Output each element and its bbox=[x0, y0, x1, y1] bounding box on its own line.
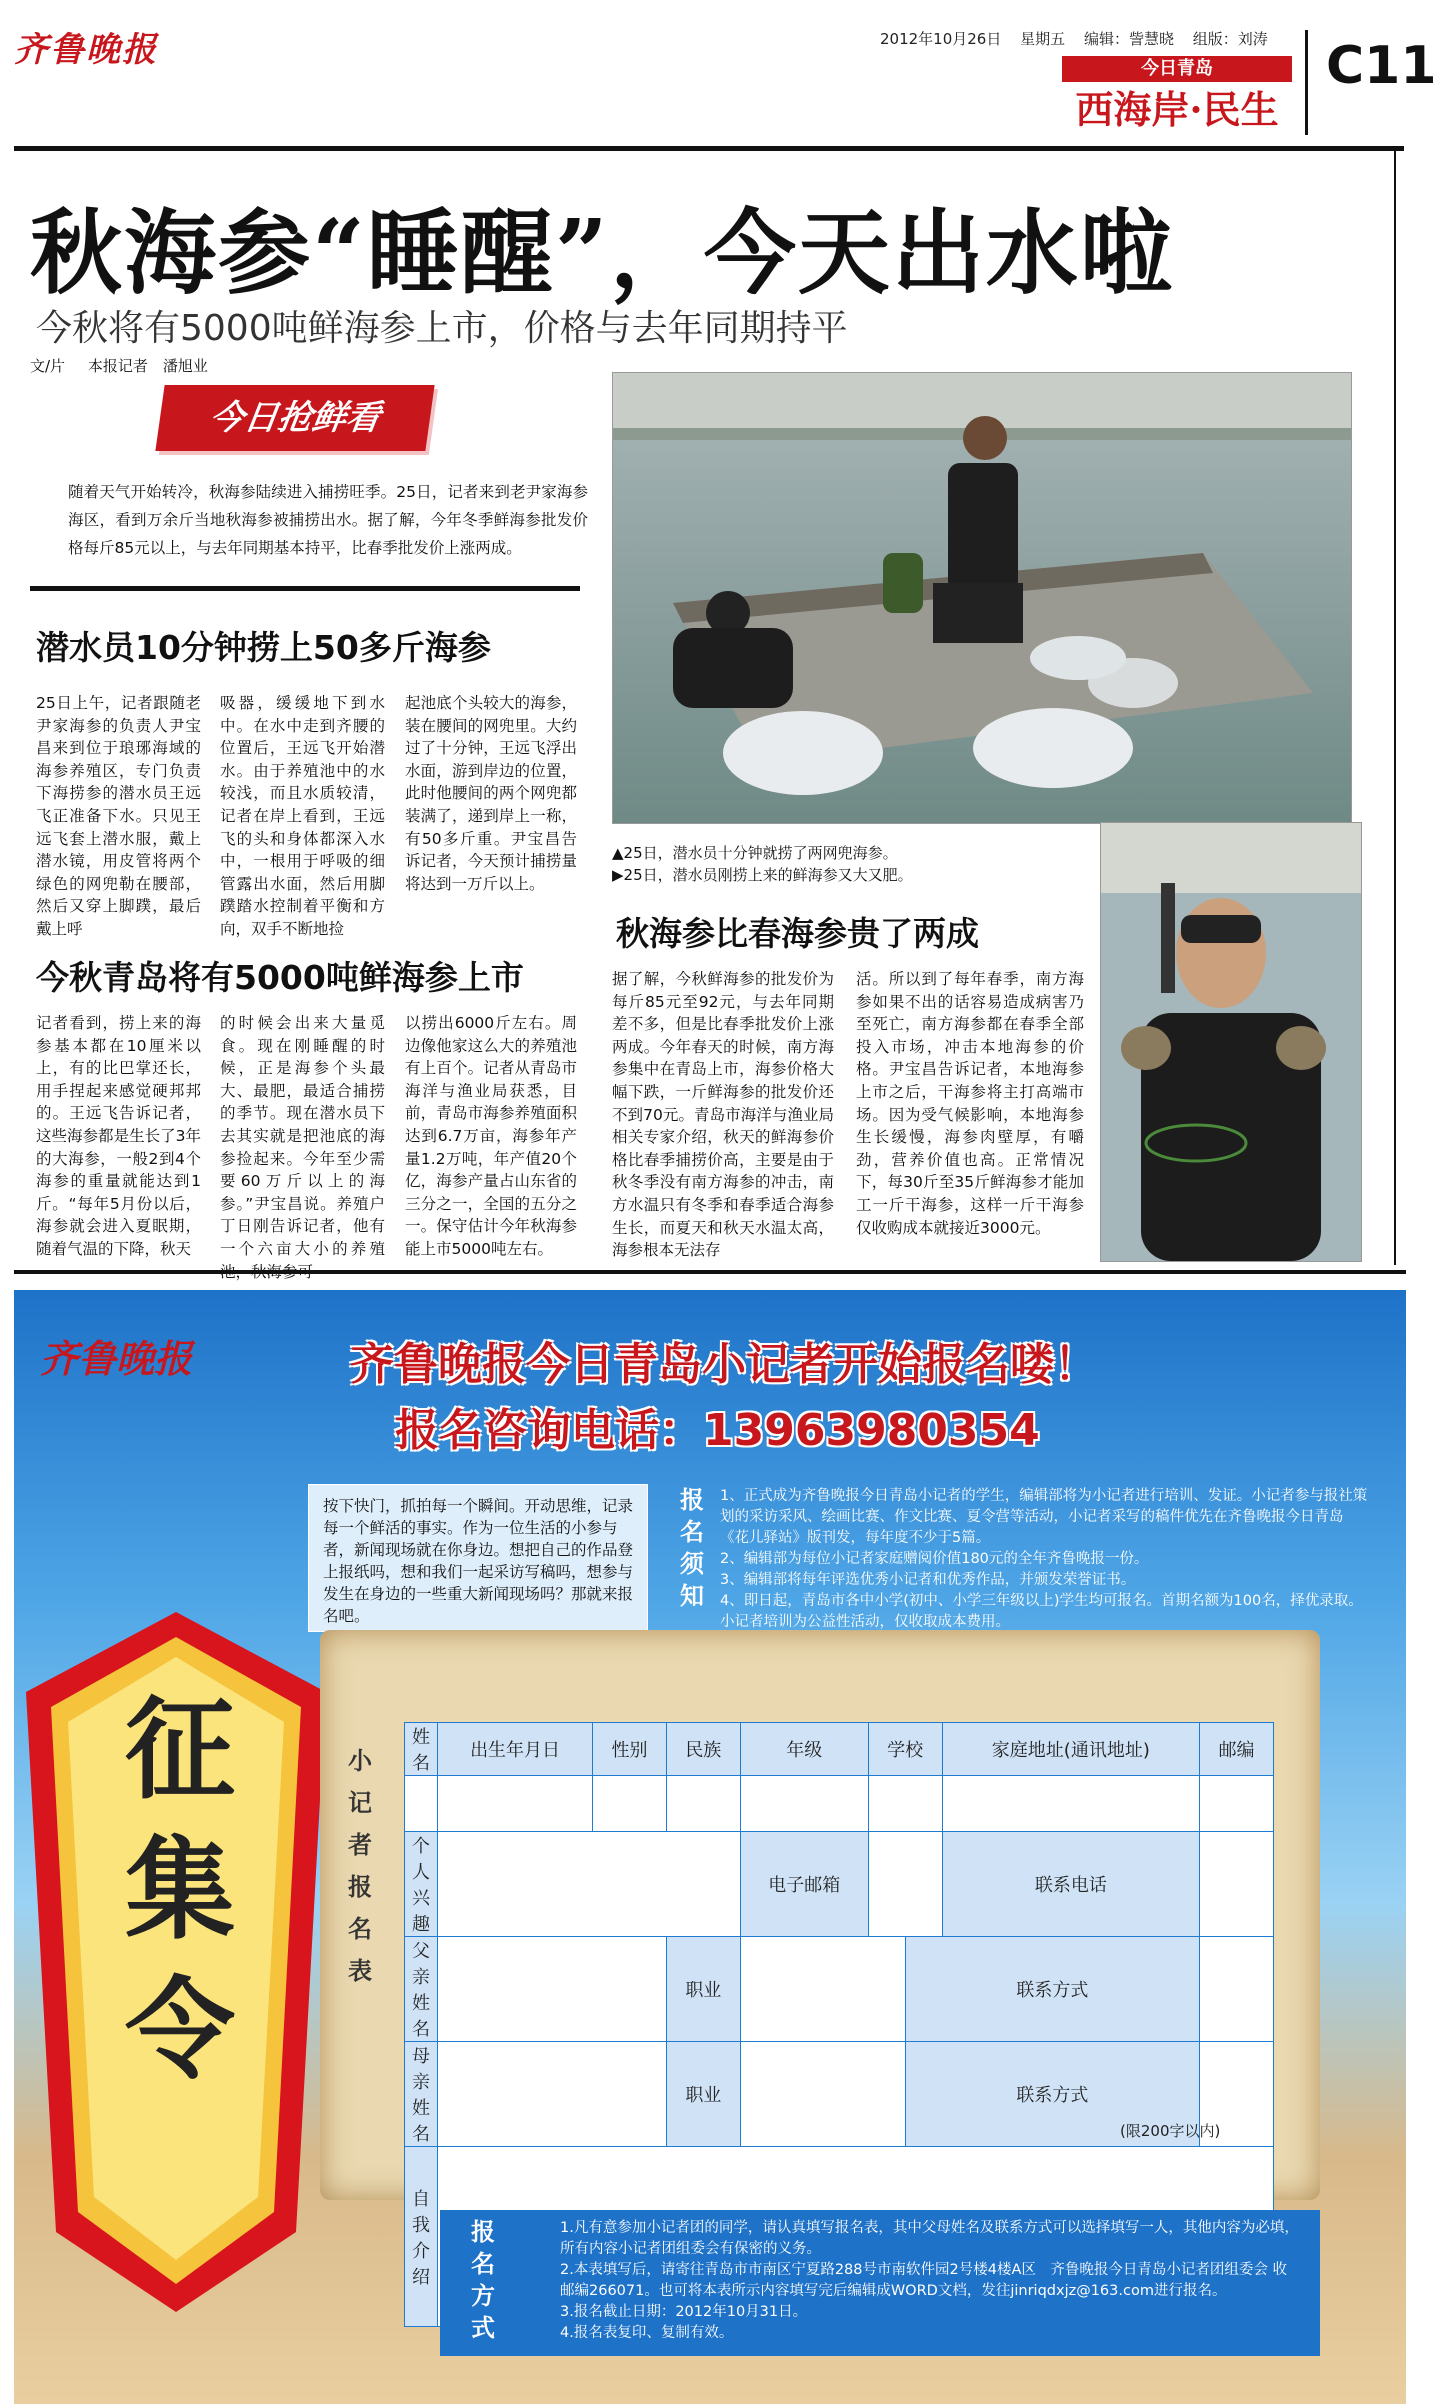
method-item: 2.本表填写后，请寄往青岛市市南区宁夏路288号市南软件园2号楼4楼A区 齐鲁晚报今日青岛小记者团组委会 收 邮编266071。也可将本表所示内容填写完后编辑成WORD文档，发往jinriqdxjz@163.com进行报名。 bbox=[560, 2262, 1302, 2299]
section1-col1: 25日上午，记者跟随老尹家海参的负责人尹宝昌来到位于琅琊海域的海参养殖区，专门负责下海捞参的潜水员王远飞正准备下水。只见王远飞套上潜水服，戴上潜水镜，用皮管将两个绿色的网兜勒在腰部，然后又穿上脚蹼，最后戴上呼 bbox=[36, 694, 201, 938]
photo-caption bbox=[612, 842, 1092, 886]
notice-item: 4、即日起，青岛市各中小学(初中、小学三年级以上)学生均可报名。首期名额为100名，择优录取。小记者培训为公益性活动，仅收取成本费用。 bbox=[720, 1593, 1363, 1630]
method-label: 报名方式 bbox=[471, 2218, 495, 2342]
form-head-gender: 性别 bbox=[593, 1723, 667, 1776]
notice-item: 3、编辑部将每年评选优秀小记者和优秀作品，并颁发荣誉证书。 bbox=[720, 1572, 1136, 1588]
diver-portrait-illustration bbox=[1101, 823, 1361, 1261]
dateline bbox=[880, 28, 1282, 49]
form-label-mother: 母亲姓名 bbox=[405, 2042, 438, 2147]
form-limit-note: (限200字以内) bbox=[1120, 2122, 1221, 2140]
form-label-father-job: 职业 bbox=[666, 1937, 740, 2042]
layout-credit: 组版：刘涛 bbox=[1192, 30, 1268, 48]
form-label-self: 自我介绍 bbox=[405, 2147, 438, 2327]
form-head-school: 学校 bbox=[868, 1723, 942, 1776]
right-rule bbox=[1394, 150, 1396, 1265]
section3-title: 秋海参比春海参贵了两成 bbox=[616, 914, 979, 953]
page-code: C11 bbox=[1326, 36, 1437, 96]
form-field-school[interactable] bbox=[868, 1776, 942, 1832]
form-head-grade: 年级 bbox=[740, 1723, 868, 1776]
form-field-hobby[interactable] bbox=[438, 1832, 741, 1937]
section2-title: 今秋青岛将有5000吨鲜海参上市 bbox=[36, 958, 524, 997]
form-label-mother-job: 职业 bbox=[666, 2042, 740, 2147]
newspaper-logo: 齐鲁晚报 bbox=[14, 30, 158, 70]
notice-item: 2、编辑部为每位小记者家庭赠阅价值180元的全年齐鲁晚报一份。 bbox=[720, 1551, 1149, 1567]
form-field-zip[interactable] bbox=[1200, 1776, 1274, 1832]
ad-title: 齐鲁晚报今日青岛小记者开始报名喽！ bbox=[350, 1339, 1098, 1390]
form-field-mother-job[interactable] bbox=[740, 2042, 905, 2147]
form-label-mother-contact: 联系方式 bbox=[905, 2042, 1200, 2147]
form-field-father-contact[interactable] bbox=[1200, 1937, 1274, 2042]
form-head-address: 家庭地址(通讯地址) bbox=[942, 1723, 1200, 1776]
method-item: 4.报名表复印、复制有效。 bbox=[560, 2325, 734, 2341]
method-item: 3.报名截止日期：2012年10月31日。 bbox=[560, 2304, 808, 2320]
diver-harvest-photo bbox=[612, 372, 1352, 824]
section1-col3: 起池底个头较大的海参，装在腰间的网兜里。大约过了十分钟，王远飞浮出水面，游到岸边的位置，此时他腰间的两个网兜都装满了，递到岸上一称，有50多斤重。尹宝昌告诉记者，今天预计捕捞量将达到一万斤以上。 bbox=[405, 694, 577, 893]
caption-line1: ▲25日，潜水员十分钟就捞了两网兜海参。 bbox=[612, 844, 898, 862]
masthead-divider bbox=[1305, 30, 1308, 135]
form-field-father[interactable] bbox=[438, 1937, 667, 2042]
section2-col3: 以捞出6000斤左右。周边像他家这么大的养殖池有上百个。记者从青岛市海洋与渔业局获悉，目前，青岛市海参养殖面积达到6.7万亩，海参年产量1.2万吨，年产值20个亿，海参产量占山东省的三分之一，全国的五分之一。保守估计今年秋海参能上市5000吨左右。 bbox=[405, 1014, 577, 1258]
section2-col2: 的时候会出来大量觅食。现在刚睡醒的时候，正是海参个头最大、最肥，最适合捕捞的季节。现在潜水员下去其实就是把池底的海参捡起来。今年至少需要60万斤以上的海参。”尹宝昌说。养殖户丁日刚告诉记者，他有一个六亩大小的养殖 bbox=[220, 1014, 385, 1258]
form-field-birth[interactable] bbox=[438, 1776, 593, 1832]
editor-credit: 编辑：訾慧晓 bbox=[1083, 30, 1174, 48]
ad-logo: 齐鲁晚报 bbox=[40, 1336, 193, 1381]
fresh-look-badge: 今日抢鲜看 bbox=[155, 385, 434, 451]
article-subhead: 今秋将有5000吨鲜海参上市，价格与去年同期持平 bbox=[36, 308, 848, 349]
section1-title: 潜水员10分钟捞上50多斤海参 bbox=[36, 628, 491, 667]
form-label-father: 父亲姓名 bbox=[405, 1937, 438, 2042]
byline-name: 本报记者 潘旭业 bbox=[87, 357, 208, 375]
caption-line2: ▶25日，潜水员刚捞上来的鲜海参又大又肥。 bbox=[612, 866, 913, 884]
form-label-phone: 联系电话 bbox=[942, 1832, 1200, 1937]
byline-role: 文/片 bbox=[30, 357, 66, 375]
form-label: 小记者报名表 bbox=[348, 1747, 372, 1985]
diver-portrait-photo bbox=[1100, 822, 1362, 1262]
form-field-email[interactable] bbox=[868, 1832, 942, 1937]
section3-col1: 据了解，今秋鲜海参的批发价为每斤85元至92元，与去年同期差不多，但是比春季批发价上涨两成。今年春天的时候，南方海参集中在青岛上市，海参价格大幅下跌，一斤鲜海参的批发价还不到70元。青岛市海洋与渔业局相关专家介绍，秋天的鲜海参价格比春季捕捞价高，主要是由于秋冬季没有南方海参的冲击，南方水温只有冬季和春季适合海参生长，而夏天和秋天水温太高，海参根本无法存 bbox=[612, 970, 834, 1260]
ad-intro: 按下快门，抓拍每一个瞬间。开动思维，记录每一个鲜活的事实。作为一位生活的小参与者，新闻现场就在你身边。想把自己的作品登上报纸吗，想和我们一起采访写稿吗，想参与发生在身边的一些重大新闻现场吗？那就来报名吧。 bbox=[308, 1484, 648, 1632]
ad-phone: 报名咨询电话：13963980354 bbox=[395, 1405, 1040, 1456]
section3-col2: 活。所以到了每年春季，南方海参如果不出的话容易造成病害乃至死亡，南方海参都在春季全部投入市场，冲击本地海参的价格。尹宝昌告诉记者，本地海参上市之后，干海参将主打高端市场。因为受气候影响，本地海参生长缓慢，海参肉壁厚，有嚼劲，营养价值也高。正常情况下，每30斤至35斤鲜海参才能加工一斤干海参，这样一斤干海参仅收购成本就接近3000元。 bbox=[856, 970, 1084, 1237]
section2-col1: 记者看到，捞上来的海参基本都在10厘米以上，有的比巴掌还长，用手捏起来感觉硬邦邦的。王远飞告诉记者，这些海参都是生长了3年的大海参，一般2到4个海参的重量就能达到1斤。“每年5月份以后，海参就会进入夏眠期，随着气温的下降，秋天 bbox=[36, 1014, 201, 1258]
lead-rule bbox=[30, 586, 580, 591]
form-field-father-job[interactable] bbox=[740, 1937, 905, 2042]
method-box bbox=[440, 2210, 1320, 2356]
form-label-hobby: 个人兴趣 bbox=[405, 1832, 438, 1937]
top-rule bbox=[14, 146, 1404, 151]
form-head-birth: 出生年月日 bbox=[438, 1723, 593, 1776]
form-field-name[interactable] bbox=[405, 1776, 438, 1832]
form-field-address[interactable] bbox=[942, 1776, 1200, 1832]
form-label-email: 电子邮箱 bbox=[740, 1832, 868, 1937]
notice-item: 1、正式成为齐鲁晚报今日青岛小记者的学生，编辑部将为小记者进行培训、发证。小记者参与报社策划的采访采风、绘画比赛、作文比赛、夏令营等活动，小记者采写的稿件优先在齐鲁晚报今日青岛《花儿驿站》版刊发，每年度不少于5篇。 bbox=[720, 1488, 1368, 1546]
form-label-father-contact: 联系方式 bbox=[905, 1937, 1200, 2042]
form-field-phone[interactable] bbox=[1200, 1832, 1274, 1937]
section-title: 西海岸·民生 bbox=[1075, 87, 1279, 132]
form-head-nation: 民族 bbox=[666, 1723, 740, 1776]
notice-list bbox=[720, 1486, 1370, 1633]
section1-col2: 吸器，缓缓地下到水中。在水中走到齐腰的位置后，王远飞开始潜水。由于养殖池中的水较浅，而且水质较清，记者在岸上看到，王远飞的头和身体都深入水中，一根用于呼吸的细管露出水面，然后用脚蹼踏水控制着平衡和方向，双手不断地捡 bbox=[220, 694, 385, 938]
form-head-zip: 邮编 bbox=[1200, 1723, 1274, 1776]
article-lead: 随着天气开始转冷，秋海参陆续进入捕捞旺季。25日，记者来到老尹家海参海区，看到万余斤当地秋海参被捕捞出水。据了解，今年冬季鲜海参批发价格每斤85元以上，与去年同期基本持平，比春季批发价上涨两成。 bbox=[68, 483, 588, 557]
method-item: 1.凡有意参加小记者团的同学，请认真填写报名表，其中父母姓名及联系方式可以选择填写一人，其他内容为必填，所有内容小记者团组委会有保密的义务。 bbox=[560, 2220, 1299, 2257]
mid-rule bbox=[14, 1270, 1406, 1274]
notice-label: 报名须知 bbox=[680, 1486, 704, 1610]
form-field-mother[interactable] bbox=[438, 2042, 667, 2147]
issue-date: 2012年10月26日 bbox=[880, 30, 1002, 48]
form-field-nation[interactable] bbox=[666, 1776, 740, 1832]
today-qingdao-tag: 今日青岛 bbox=[1062, 56, 1292, 82]
article-headline: 秋海参“睡醒”，今天出水啦 bbox=[30, 199, 1174, 307]
diver-harvest-illustration bbox=[613, 373, 1351, 823]
form-field-grade[interactable] bbox=[740, 1776, 868, 1832]
form-head-name: 姓名 bbox=[405, 1723, 438, 1776]
issue-weekday: 星期五 bbox=[1020, 30, 1066, 48]
banner-text: 征集令 bbox=[125, 1685, 235, 2094]
form-field-gender[interactable] bbox=[593, 1776, 667, 1832]
byline bbox=[30, 355, 226, 376]
